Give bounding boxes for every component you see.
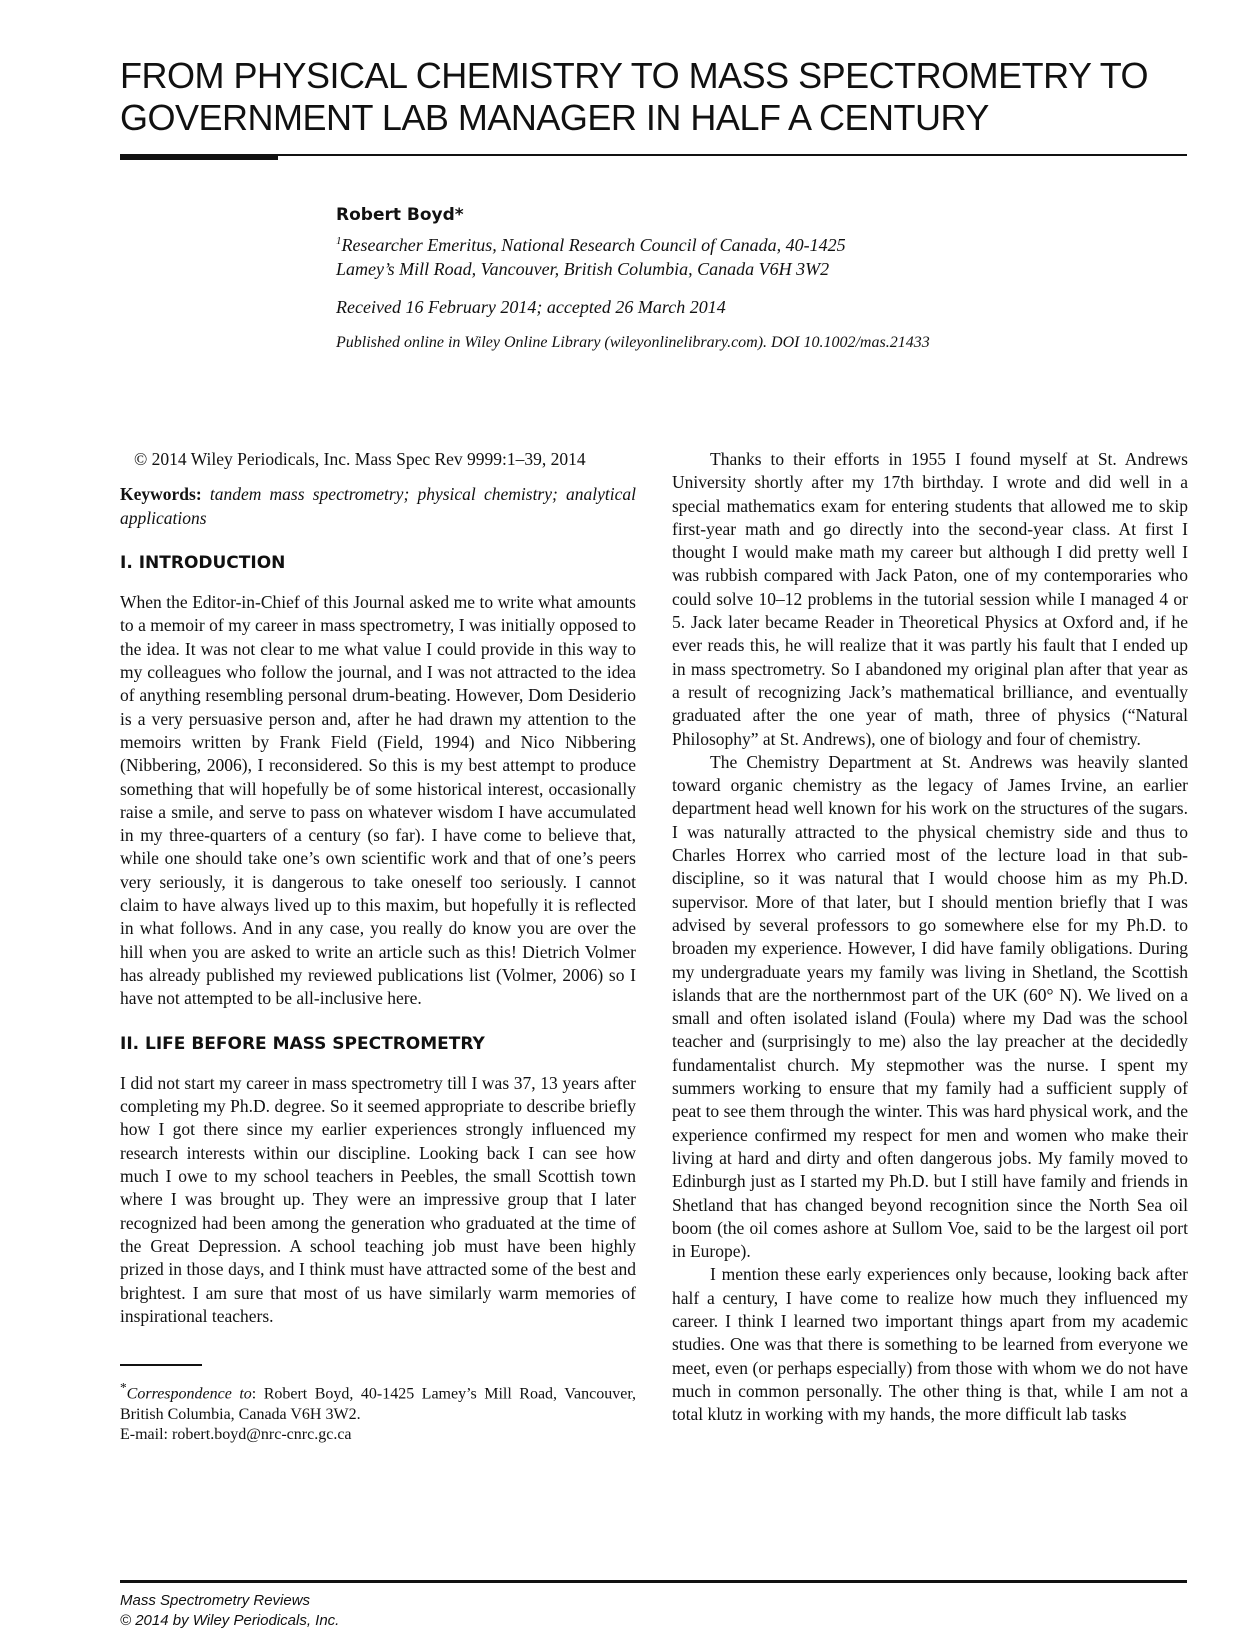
section-heading-life-before: II. LIFE BEFORE MASS SPECTROMETRY	[120, 1033, 485, 1054]
keywords-label: Keywords:	[120, 484, 202, 505]
footer-rule	[120, 1580, 1187, 1583]
section-heading-introduction: I. INTRODUCTION	[120, 552, 286, 573]
journal-footer	[120, 1591, 339, 1631]
title-rule-thick	[120, 154, 278, 160]
early-experiences-paragraph: I mention these early experiences only because, looking back after half a century, I have come to realize how much they influenced my career. I think I learned two important things apart from my academic studies. One was that there is something to be learned from everyone we meet, even (or perhaps especially) from those with whom we do not have much in common personally. The other thing is that, while I am not a total klutz in working with my hands, the more difficult lab tasks	[672, 1264, 1188, 1425]
correspondence-footnote	[120, 1378, 636, 1446]
footnote-marker: *	[120, 1380, 127, 1396]
right-column	[672, 448, 1188, 1426]
footnote-address: : Robert Boyd, 40-1425 Lamey’s Mill Road, Vancouver, British Columbia, Canada V6H 3W2.	[120, 1385, 637, 1423]
affiliation	[336, 229, 1096, 281]
left-column	[120, 448, 636, 1446]
intro-paragraph: When the Editor-in-Chief of this Journal asked me to write what amounts to a memoir of my career in mass spectrometry, I was initially opposed to the idea. It was not clear to me what value I could provide in this way to my colleagues who follow the journal, and I was not attracted to the idea of anything resembling personal drum-beating. However, Dom Desiderio is a very persuasive person and, after he had drawn my attention to the memoirs written by Frank Field (Field, 1994) and Nico Nibbering (Nibbering, 2006), I reconsidered. So this is my best attempt to produce something that will hopefully be of some historical interest, occasionally raise a smile, and serve to pass on whatever wisdom I have accumulated in my three-quarters of a century (so far). I have come to believe that, while one should take one’s own scientific work and that of one’s peers very seriously, it is dangerous to take oneself too seriously. I cannot claim to have always lived up to this maxim, but hopefully it is reflected in what follows. And in any case, you really do know you are over the hill when you are asked to write an article such as this! Dietrich Volmer has already published my reviewed publications list (Volmer, 2006) so I have not attempted to be all-inclusive here.	[120, 592, 636, 1009]
author-name: Robert Boyd*	[336, 205, 464, 225]
title-rule-thin	[278, 154, 1187, 156]
chemistry-department-paragraph: The Chemistry Department at St. Andrews was heavily slanted toward organic chemistry as the legacy of James Irvine, an earlier department head well known for his work on the structures of the sugars. I was naturally attracted to the physical chemistry side and thus to Charles Horrex who carried most of the lecture load in that sub-discipline, so it was natural that I would choose him as my Ph.D. supervisor. More of that later, but I should mention briefly that I was advised by several professors to go somewhere else for my Ph.D. to broaden my experience. However, I did have family obligations. During my undergraduate years my family was living in Shetland, the Scottish islands that are the northernmost part of the UK (60° N). We lived on a small and often isolated island (Foula) where my Dad was the school teacher and (surprisingly to me) also the lay preacher at the decidedly fundamentalist church. My stepmother was the nurse. I spent my summers working to ensure that my family had a sufficient supply of peat to see them through the winter. This was hard physical work, and the experience confirmed my respect for men and women who make their living at hard and dirty and often dangerous jobs. My family moved to Edinburgh just as I started my Ph.D. but I still have family and friends in Shetland that has changed beyond recognition since the North Sea oil boom (the oil comes ashore at Sullom Voe, said to be the largest oil port in Europe).	[672, 751, 1188, 1262]
affiliation-marker: 1	[336, 235, 342, 247]
affiliation-line-1: Researcher Emeritus, National Research Council of Canada, 40-1425	[341, 235, 846, 255]
footnote-label: Correspondence to	[126, 1385, 252, 1403]
article-title: FROM PHYSICAL CHEMISTRY TO MASS SPECTROMETRY TO GOVERNMENT LAB MANAGER IN HALF A CENTURY	[120, 55, 1149, 138]
journal-name: Mass Spectrometry Reviews	[120, 1592, 311, 1609]
life-before-paragraph: I did not start my career in mass spectrometry till I was 37, 13 years after completing my Ph.D. degree. So it seemed appropriate to describe briefly how I got there since my earlier experiences strongly influenced my research interests within our discipline. Looking back I can see how much I owe to my school teachers in Peebles, the small Scottish town where I was brought up. They were an impressive group that I later recognized had been among the generation who graduated at the time of the Great Depression. A school teaching job must have been highly prized in those days, and I think must have attracted some of the best and brightest. I am sure that most of us have similarly warm memories of inspirational teachers.	[120, 1072, 636, 1326]
affiliation-line-2: Lamey’s Mill Road, Vancouver, British Columbia, Canada V6H 3W2	[336, 259, 830, 279]
st-andrews-paragraph: Thanks to their efforts in 1955 I found myself at St. Andrews University shortly after my 17th birthday. I wrote and did well in a special mathematics exam for entering students that allowed me to skip first-year math and go directly into the second-year class. At first I thought I would make math my career but although I did pretty well I was rubbish compared with Jack Paton, one of my contemporaries who could solve 10–12 problems in the tutorial session while I managed 4 or 5. Jack later became Reader in Theoretical Physics at Oxford and, if he ever reads this, he will realize that it was partly his fault that I ended up in mass spectrometry. So I abandoned my original plan after that year as a result of recognizing Jack’s mathematical brilliance, and eventually graduated after the one year of math, three of physics (“Natural Philosophy” at St. Andrews), one of biology and four of chemistry.	[672, 449, 1188, 749]
footnote-rule	[120, 1364, 202, 1366]
author-block	[336, 205, 1096, 352]
journal-copyright: © 2014 by Wiley Periodicals, Inc.	[120, 1612, 340, 1629]
keywords	[120, 483, 636, 530]
keywords-text: tandem mass spectrometry; physical chemistry; analytical applications	[120, 484, 636, 528]
footnote-email: E-mail: robert.boyd@nrc-cnrc.gc.ca	[120, 1426, 352, 1444]
received-dates: Received 16 February 2014; accepted 26 March 2014	[336, 297, 726, 317]
copyright-line: © 2014 Wiley Periodicals, Inc. Mass Spec Rev 9999:1–39, 2014	[134, 449, 586, 469]
published-doi: Published online in Wiley Online Library (wileyonlinelibrary.com). DOI 10.1002/mas.21433	[336, 334, 930, 351]
